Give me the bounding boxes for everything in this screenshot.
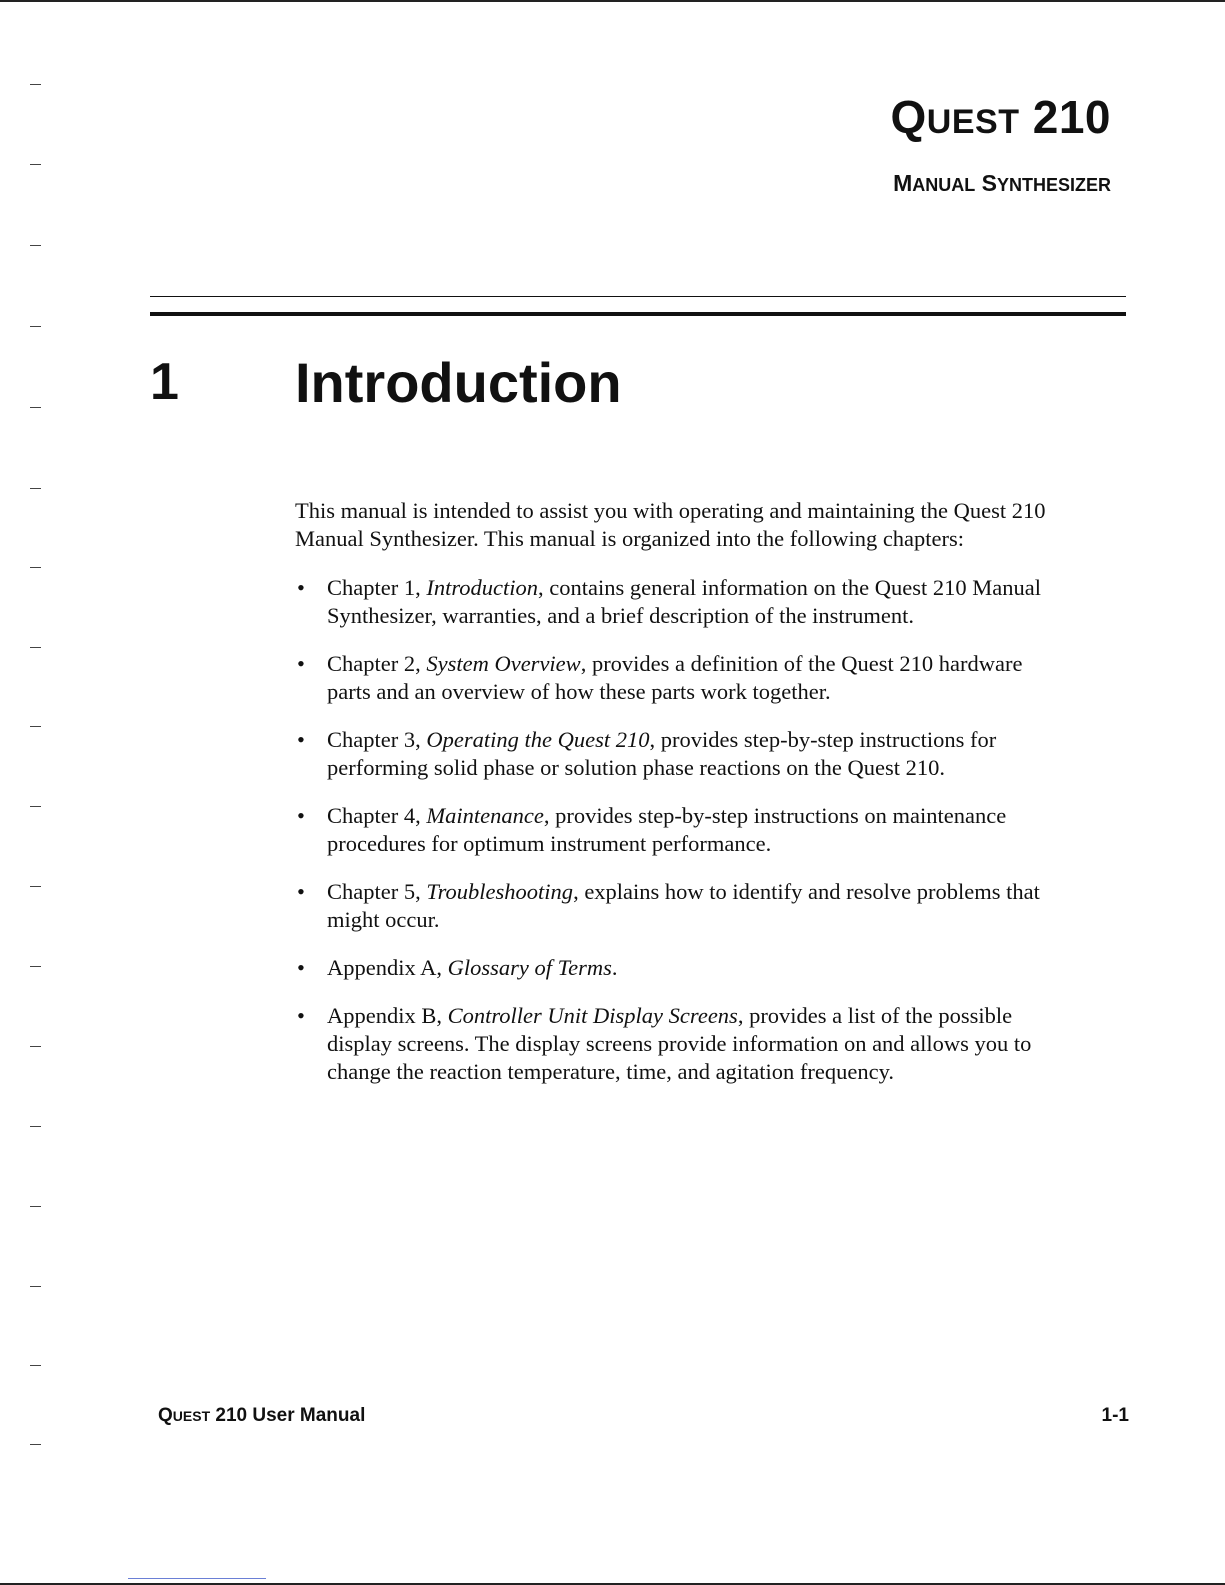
product-title: QUEST 210 [890,91,1111,143]
list-item: • Chapter 5, Troubleshooting, explains how to identify and resolve problems that might occur. [297,879,1040,932]
scan-mark [128,1578,266,1579]
list-item: • Chapter 1, Introduction, contains general information on the Quest 210 Manual Synthesizer, warranties, and a brief description of the instrument. [297,575,1042,628]
margin-tick [30,1126,41,1127]
footer-manual-title: QUEST 210 User Manual [158,1405,366,1426]
margin-tick [30,1444,41,1445]
margin-tick [30,726,41,727]
chapter-list [295,574,1055,1106]
product-subtitle: MANUAL SYNTHESIZER [893,170,1111,196]
margin-tick [30,488,41,489]
bullet-icon: • [297,727,305,752]
list-item: • Chapter 3, Operating the Quest 210, provides step-by-step instructions for performing solid phase or solution phase reactions on the Quest 210. [297,727,997,780]
margin-tick [30,326,41,327]
chapter-number: 1 [150,353,179,411]
list-item: • Appendix A, Glossary of Terms. [297,955,618,980]
margin-tick [30,1286,41,1287]
margin-tick [30,245,41,246]
bullet-icon: • [297,803,305,828]
header-rule-thick [150,312,1126,316]
list-item: • Appendix B, Controller Unit Display Screens, provides a list of the possible display screens. The display screens provide information on and allows you to change the reaction temperature, time, and agitation frequency. [297,1003,1032,1084]
margin-tick [30,567,41,568]
bullet-icon: • [297,955,305,980]
intro-paragraph: This manual is intended to assist you with operating and maintaining the Quest 210 Manual Synthesizer. This manual is organized into the following chapters: [295,498,1046,551]
bullet-icon: • [297,651,305,676]
margin-tick [30,1206,41,1207]
footer-page-number: 1-1 [1101,1405,1129,1426]
header-rule-thin [150,296,1126,297]
margin-tick [30,966,41,967]
margin-tick [30,1365,41,1366]
margin-tick [30,1046,41,1047]
bullet-icon: • [297,879,305,904]
margin-tick [30,407,41,408]
margin-tick [30,886,41,887]
list-item: • Chapter 4, Maintenance, provides step-by-step instructions on maintenance procedures for optimum instrument performance. [297,803,1007,856]
margin-tick [30,164,41,165]
margin-tick [30,647,41,648]
margin-tick [30,84,41,85]
scan-top-edge [0,0,1225,2]
margin-tick [30,806,41,807]
chapter-title: Introduction [295,351,622,414]
list-item: • Chapter 2, System Overview, provides a definition of the Quest 210 hardware parts and an overview of how these parts work together. [297,651,1023,704]
bullet-icon: • [297,1003,305,1028]
bullet-icon: • [297,575,305,600]
